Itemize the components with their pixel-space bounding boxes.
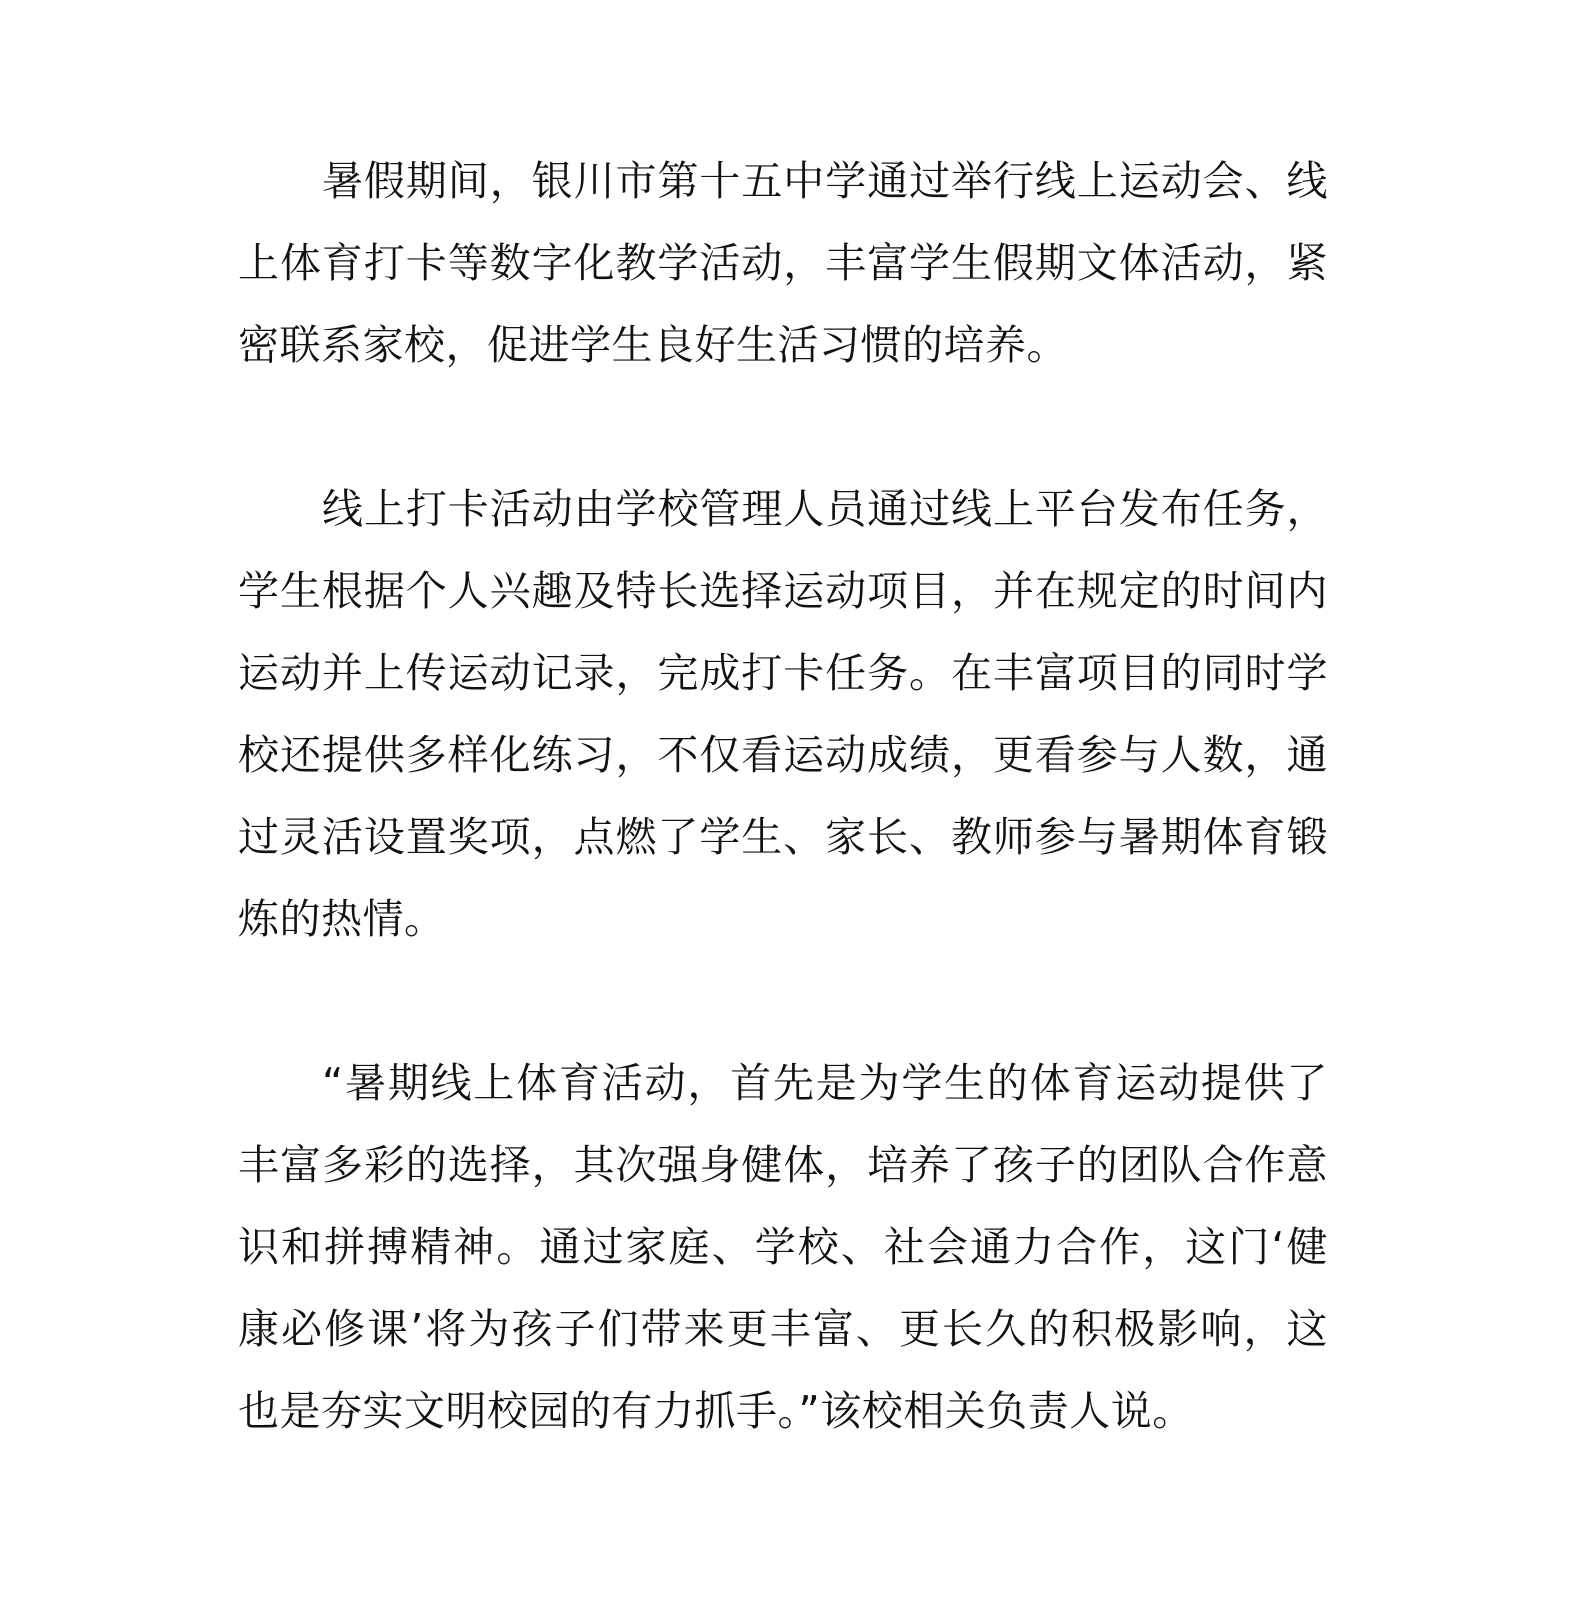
paragraph-2: 线上打卡活动由学校管理人员通过线上平台发布任务，学生根据个人兴趣及特长选择运动项目，并在规定的时间内运动并上传运动记录，完成打卡任务。在丰富项目的同时学校还提供多样化练习，不仅看运动成绩，更看参与人数，通过灵活设置奖项，点燃了学生、家长、教师参与暑期体育锻炼的热情。: [238, 485, 1328, 943]
article-body: [238, 140, 1328, 1452]
paragraph-1: 暑假期间，银川市第十五中学通过举行线上运动会、线上体育打卡等数字化教学活动，丰富学生假期文体活动，紧密联系家校，促进学生良好生活习惯的培养。: [238, 157, 1328, 369]
paragraph-3: “暑期线上体育活动，首先是为学生的体育运动提供了丰富多彩的选择，其次强身健体，培养了孩子的团队合作意识和拼搏精神。通过家庭、学校、社会通力合作，这门‘健康必修课’将为孩子们带来更丰富、更长久的积极影响，这也是夯实文明校园的有力抓手。”该校相关负责人说。: [238, 1059, 1328, 1435]
